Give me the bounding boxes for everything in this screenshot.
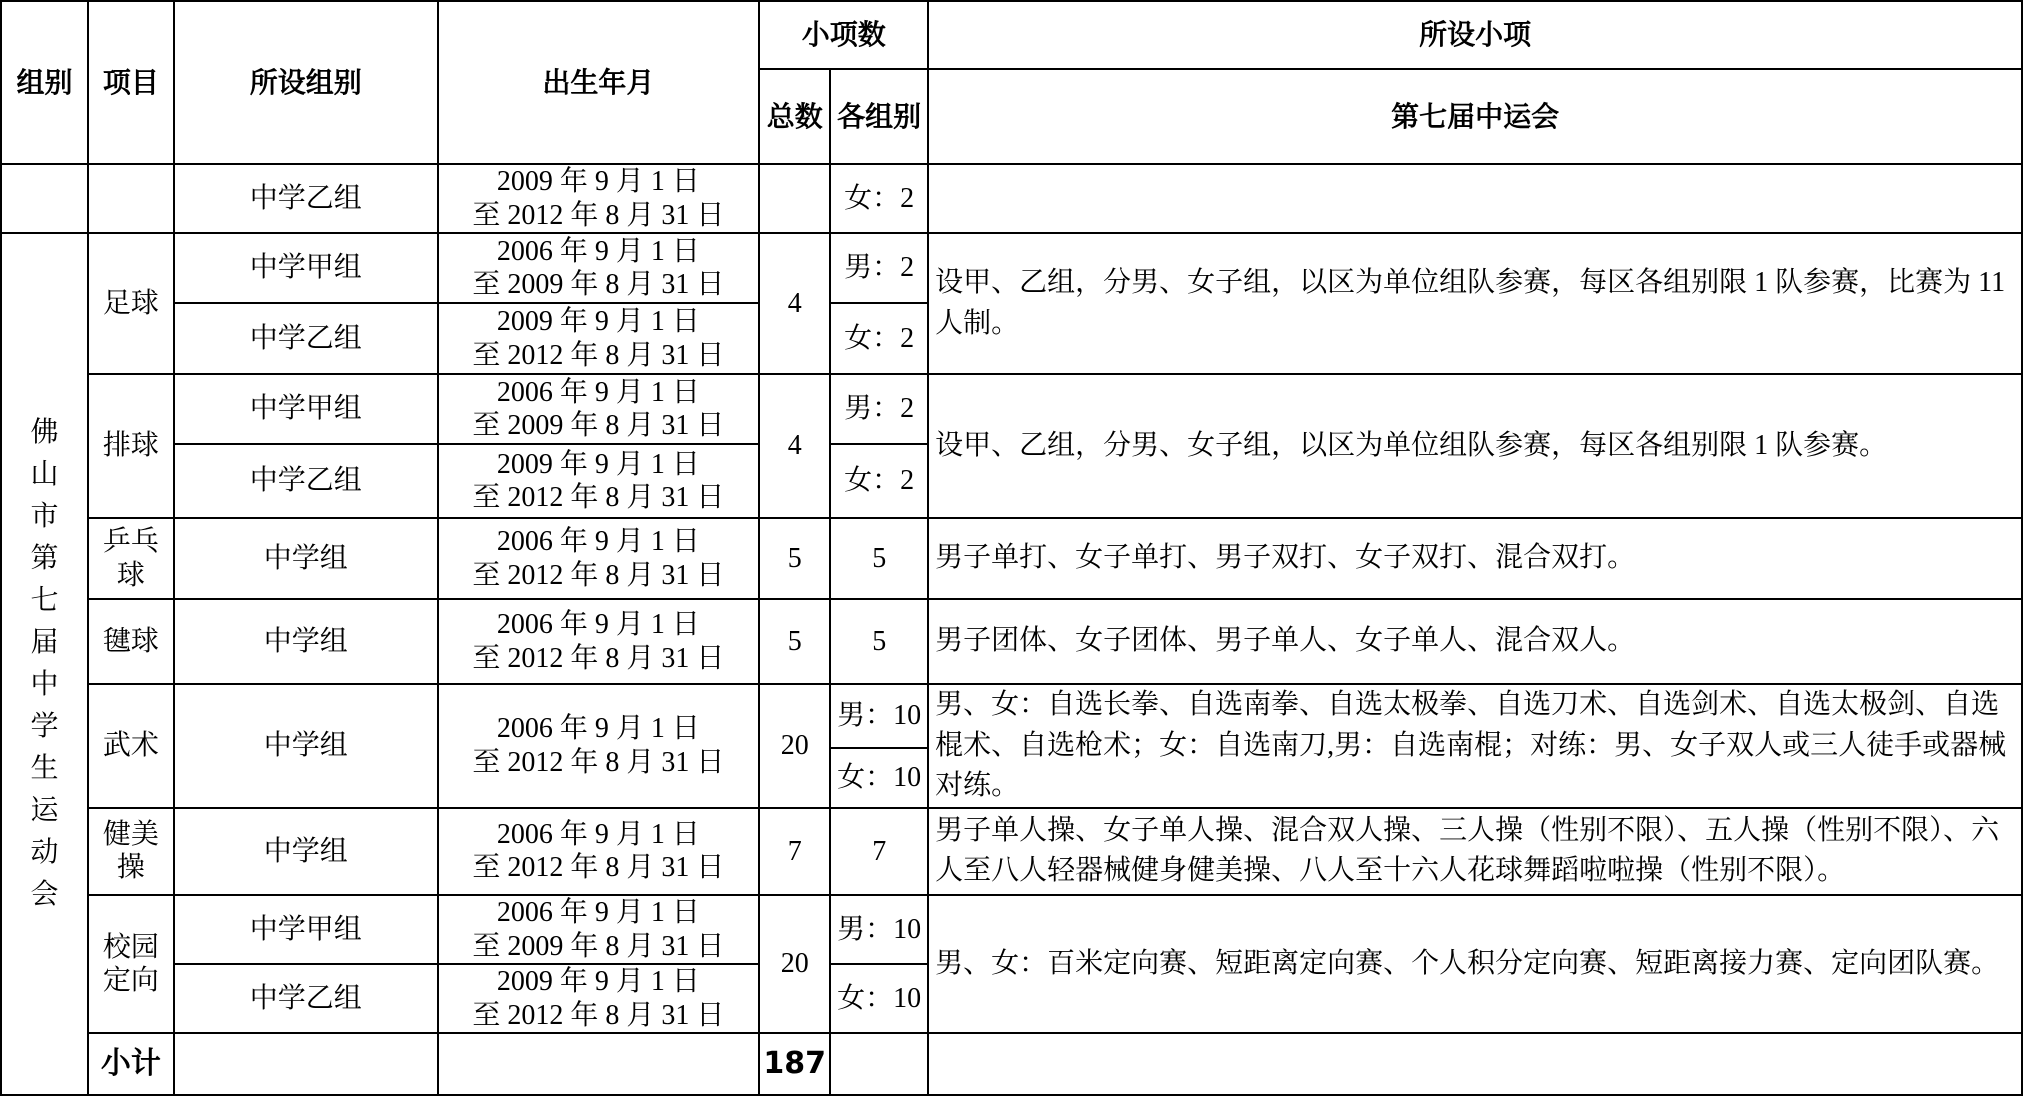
total-count: 4 xyxy=(759,374,830,518)
age-group: 中学组 xyxy=(174,684,438,808)
birth-range xyxy=(438,964,760,1033)
table-tennis-row xyxy=(1,518,2022,599)
sport-name-line-1: 校园 xyxy=(102,931,159,963)
birth-end: 至 2009 年 8 月 31 日 xyxy=(472,269,725,301)
age-group: 中学甲组 xyxy=(174,895,438,964)
subtotal-birth xyxy=(438,1033,760,1095)
birth-start: 2006 年 9 月 1 日 xyxy=(496,609,700,641)
per-group-count-female: 女：10 xyxy=(830,748,928,808)
birth-range xyxy=(438,599,760,684)
per-group-count: 男：2 xyxy=(830,374,928,444)
birth-end: 至 2009 年 8 月 31 日 xyxy=(472,410,725,442)
events-description: 设甲、乙组，分男、女子组，以区为单位组队参赛，每区各组别限 1 队参赛。 xyxy=(928,374,2022,518)
birth-range xyxy=(438,374,760,444)
carryover-birth xyxy=(438,164,760,233)
birth-range xyxy=(438,303,760,374)
sport-name-line-2: 定向 xyxy=(102,965,159,997)
header-meet-name: 第七届中运会 xyxy=(928,69,2022,164)
volleyball-row-1 xyxy=(1,374,2022,444)
age-group: 中学乙组 xyxy=(174,444,438,518)
birth-start: 2006 年 9 月 1 日 xyxy=(496,376,700,408)
birth-start: 2009 年 9 月 1 日 xyxy=(496,966,700,998)
birth-end: 至 2012 年 8 月 31 日 xyxy=(472,642,725,674)
sport-shuttlecock: 毽球 xyxy=(88,599,174,684)
age-group: 中学甲组 xyxy=(174,233,438,303)
header-birth: 出生年月 xyxy=(438,1,760,164)
orienteering-row-1 xyxy=(1,895,2022,964)
per-group-count: 男：2 xyxy=(830,233,928,303)
wushu-row-1 xyxy=(1,684,2022,748)
carryover-row xyxy=(1,164,2022,233)
per-group-count: 7 xyxy=(830,808,928,895)
subtotal-total: 187 xyxy=(759,1033,830,1095)
events-description: 男子团体、女子团体、男子单人、女子单人、混合双人。 xyxy=(928,599,2022,684)
carryover-group-cell xyxy=(1,164,88,233)
sport-volleyball: 排球 xyxy=(88,374,174,518)
aerobics-row xyxy=(1,808,2022,895)
carryover-item-cell xyxy=(88,164,174,233)
subtotal-label: 小计 xyxy=(88,1033,174,1095)
header-age-group: 所设组别 xyxy=(174,1,438,164)
sport-aerobics: 健美操 xyxy=(88,808,174,895)
subtotal-row xyxy=(1,1033,2022,1095)
carryover-per-group: 女：2 xyxy=(830,164,928,233)
header-events: 所设小项 xyxy=(928,1,2022,69)
total-count: 20 xyxy=(759,895,830,1033)
birth-range xyxy=(438,518,760,599)
birth-start: 2006 年 9 月 1 日 xyxy=(496,713,700,745)
events-description: 男、女：百米定向赛、短距离定向赛、个人积分定向赛、短距离接力赛、定向团队赛。 xyxy=(928,895,2022,1033)
sport-table-tennis: 乒乓球 xyxy=(88,518,174,599)
total-count: 5 xyxy=(759,518,830,599)
birth-end: 至 2012 年 8 月 31 日 xyxy=(472,747,725,779)
carryover-age-group: 中学乙组 xyxy=(174,164,438,233)
per-group-count: 5 xyxy=(830,599,928,684)
age-group: 中学乙组 xyxy=(174,964,438,1033)
birth-start: 2009 年 9 月 1 日 xyxy=(496,166,700,197)
header-item: 项目 xyxy=(88,1,174,164)
header-group: 组别 xyxy=(1,1,88,164)
per-group-count: 女：2 xyxy=(830,444,928,518)
shuttlecock-row xyxy=(1,599,2022,684)
events-description: 男子单打、女子单打、男子双打、女子双打、混合双打。 xyxy=(928,518,2022,599)
birth-start: 2006 年 9 月 1 日 xyxy=(496,896,700,928)
age-group: 中学组 xyxy=(174,518,438,599)
birth-start: 2006 年 9 月 1 日 xyxy=(496,235,700,267)
age-group: 中学乙组 xyxy=(174,303,438,374)
birth-range xyxy=(438,808,760,895)
birth-start: 2006 年 9 月 1 日 xyxy=(496,818,700,850)
per-group-count: 女：2 xyxy=(830,303,928,374)
birth-range xyxy=(438,233,760,303)
total-count: 7 xyxy=(759,808,830,895)
subtotal-events xyxy=(928,1033,2022,1095)
birth-start: 2006 年 9 月 1 日 xyxy=(496,526,700,558)
birth-end: 至 2012 年 8 月 31 日 xyxy=(472,199,725,231)
football-row-1 xyxy=(1,233,2022,303)
subtotal-per-group xyxy=(830,1033,928,1095)
competition-group xyxy=(1,233,88,1095)
birth-end: 至 2012 年 8 月 31 日 xyxy=(472,482,725,514)
birth-range xyxy=(438,444,760,518)
subtotal-age-group xyxy=(174,1033,438,1095)
sport-wushu: 武术 xyxy=(88,684,174,808)
carryover-total xyxy=(759,164,830,233)
carryover-events xyxy=(928,164,2022,233)
birth-end: 至 2012 年 8 月 31 日 xyxy=(472,339,725,371)
birth-start: 2009 年 9 月 1 日 xyxy=(496,448,700,480)
sport-football: 足球 xyxy=(88,233,174,374)
age-group: 中学组 xyxy=(174,808,438,895)
header-sub-count: 小项数 xyxy=(759,1,928,69)
events-description: 男子单人操、女子单人操、混合双人操、三人操（性别不限）、五人操（性别不限）、六人至八人轻器械健身健美操、八人至十六人花球舞蹈啦啦操（性别不限）。 xyxy=(928,808,2022,895)
competition-group-label: 佛山市第七届中学生运动会 xyxy=(30,417,59,911)
total-count: 20 xyxy=(759,684,830,808)
age-group: 中学组 xyxy=(174,599,438,684)
header-total: 总数 xyxy=(759,69,830,164)
birth-end: 至 2012 年 8 月 31 日 xyxy=(472,852,725,884)
total-count: 4 xyxy=(759,233,830,374)
birth-range xyxy=(438,895,760,964)
events-description: 设甲、乙组，分男、女子组，以区为单位组队参赛，每区各组别限 1 队参赛，比赛为 11 人制。 xyxy=(928,233,2022,374)
age-group: 中学甲组 xyxy=(174,374,438,444)
header-row-1 xyxy=(1,1,2022,69)
sport-orienteering xyxy=(88,895,174,1033)
birth-end: 至 2012 年 8 月 31 日 xyxy=(472,999,725,1031)
events-description: 男、女：自选长拳、自选南拳、自选太极拳、自选刀术、自选剑术、自选太极剑、自选棍术、自选枪术；女：自选南刀,男：自选南棍；对练：男、女子双人或三人徒手或器械对练。 xyxy=(928,684,2022,808)
per-group-count-male: 男：10 xyxy=(830,684,928,748)
per-group-count: 5 xyxy=(830,518,928,599)
birth-range xyxy=(438,684,760,808)
total-count: 5 xyxy=(759,599,830,684)
header-per-group: 各组别 xyxy=(830,69,928,164)
birth-start: 2009 年 9 月 1 日 xyxy=(496,306,700,338)
birth-end: 至 2009 年 8 月 31 日 xyxy=(472,930,725,962)
per-group-count: 男：10 xyxy=(830,895,928,964)
birth-end: 至 2012 年 8 月 31 日 xyxy=(472,559,725,591)
per-group-count: 女：10 xyxy=(830,964,928,1033)
